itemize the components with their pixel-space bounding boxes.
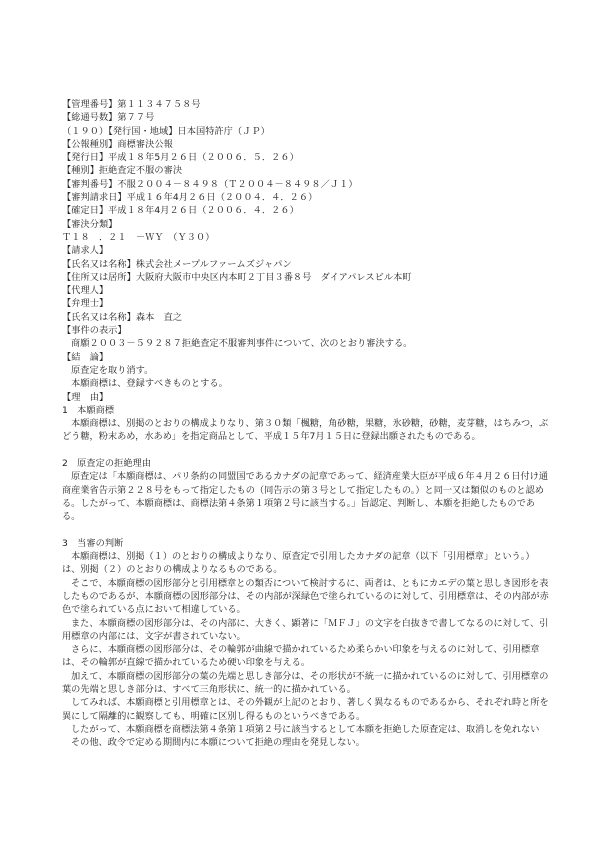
decision-kind: 【種別】拒絶査定不服の審決 [62,165,183,177]
section-3-paragraph: さらに、本願商標の図形部分は、その輪郭が曲線で描かれているため柔らかい印象を与えるのに対して、引用標章は、その輪郭が直線で描かれているため硬い印象を与える。 [62,644,540,669]
section-3-paragraph: 本願商標は、別掲（１）のとおりの構成よりなり、原査定で引用したカナダの記章（以下「引用標章」という。）は、別掲（２）のとおりの構成よりなるものである。 [62,551,535,576]
section-3-paragraph: してみれば、本願商標と引用標章とは、その外観が上記のとおり、著しく異なるものであるから、それぞれ時と所を異にして隔離的に観察しても、明確に区別し得るものというべきである。 [62,697,549,722]
section-1-body: 本願商標は、別掲のとおりの構成よりなり、第３０類「楓糖，角砂糖，果糖，氷砂糖，砂糖，麦芽糖，はちみつ，ぶどう糖，粉末あめ，水あめ」を指定商品として、平成１５年7月１５日に登録出願されたものである。 [62,418,549,443]
section-2-title: 2 原査定の拒絶理由 [62,458,152,470]
section-1-title: 1 本願商標 [62,404,115,416]
case-text: 商願２００３－５９２８７拒絶査定不服審判事件について、次のとおり審決する。 [71,338,413,350]
reason-label: 【理 由】 [62,391,109,403]
requester-label: 【請求人】 [62,245,109,257]
issuing-country: （１９０）【発行国・地域】日本国特許庁（ＪＰ） [62,125,270,137]
conclusion-label: 【結 論】 [62,351,109,363]
management-number: 【管理番号】第１１３４７５８号 [62,99,201,110]
conclusion-line-1: 原査定を取り消す。 [71,364,154,376]
section-3-paragraph: したがって、本願商標を商標法第４条第１項第２号に該当するとして本願を拒絶した原査定は、取消しを免れない [71,723,540,735]
section-3-paragraph: その他、政令で定める期間内に本願について拒絶の理由を発見しない。 [71,737,365,749]
decision-date: 【確定日】平成１８年4月２６日（２００６．４．２６） [62,205,299,217]
gazette-type: 【公報種別】商標審決公報 [62,138,173,150]
classification-label: 【審決分類】 [62,218,118,230]
section-2-body: 原査定は「本願商標は、パリ条約の同盟国であるカナダの記章であって、経済産業大臣が平成６年４月２６日付け通商産業省告示第２２８号をもって指定したもの（同告示の第３号として指定したもの。）と同一又は類似のものと認める。したがって、本願商標は、商標法第４条第１項第２号に該当する。」旨認定、判断し、本願を拒絶したものである。 [62,471,549,523]
spacer [62,524,552,537]
agent-label: 【代理人】 [62,285,109,297]
total-issue-number: 【総通号数】第７７号 [62,112,155,124]
request-date: 【審判請求日】平成１６年4月２６日（２００４．４．２６） [62,192,318,204]
attorney-label: 【弁理士】 [62,298,109,310]
requester-address: 【住所又は居所】大阪府大阪市中央区内本町２丁目３番８号 ダイアパレスビル本町 [62,271,412,283]
section-3-paragraph: 加えて、本願商標の図形部分の葉の先端と思しき部分は、その形状が不統一に描かれているのに対して、引用標章の葉の先端と思しき部分は、すべて三角形状に、統一的に描かれている。 [62,670,549,696]
conclusion-line-2: 本願商標は、登録すべきものとする。 [71,378,228,390]
section-3-title: 3 当審の判断 [62,537,124,549]
document-page [62,98,552,750]
issue-date: 【発行日】平成１８年5月２６日（２００６．５．２６） [62,152,299,164]
case-label: 【事件の表示】 [62,325,127,337]
appeal-number: 【審判番号】不服２００４－８４９８（Ｔ２００４－８４９８／Ｊ１） [62,178,358,190]
attorney-name: 【氏名又は名称】森本 直之 [62,311,183,323]
requester-name: 【氏名又は名称】株式会社メープルファームズジャパン [62,258,292,270]
spacer [62,444,552,457]
section-3-paragraph: そこで、本願商標の図形部分と引用標章との類否について検討するに、両者は、ともにカエデの葉と思しき図形を表したものであるが、本願商標の図形部分は、その内部が深緑色で塗られているのに対して、引用標章は、その内部が赤色で塗られている点において相違している。 [62,577,549,616]
section-3-paragraph: また、本願商標の図形部分は、その内部に、大きく、顕著に「ＭＦＪ」の文字を白抜きで書してなるのに対して、引用標章の内部には、文字が書されていない。 [62,617,549,642]
classification-value: Ｔ１８ ．２１ －ＷＹ （Ｙ３０） [62,231,215,243]
